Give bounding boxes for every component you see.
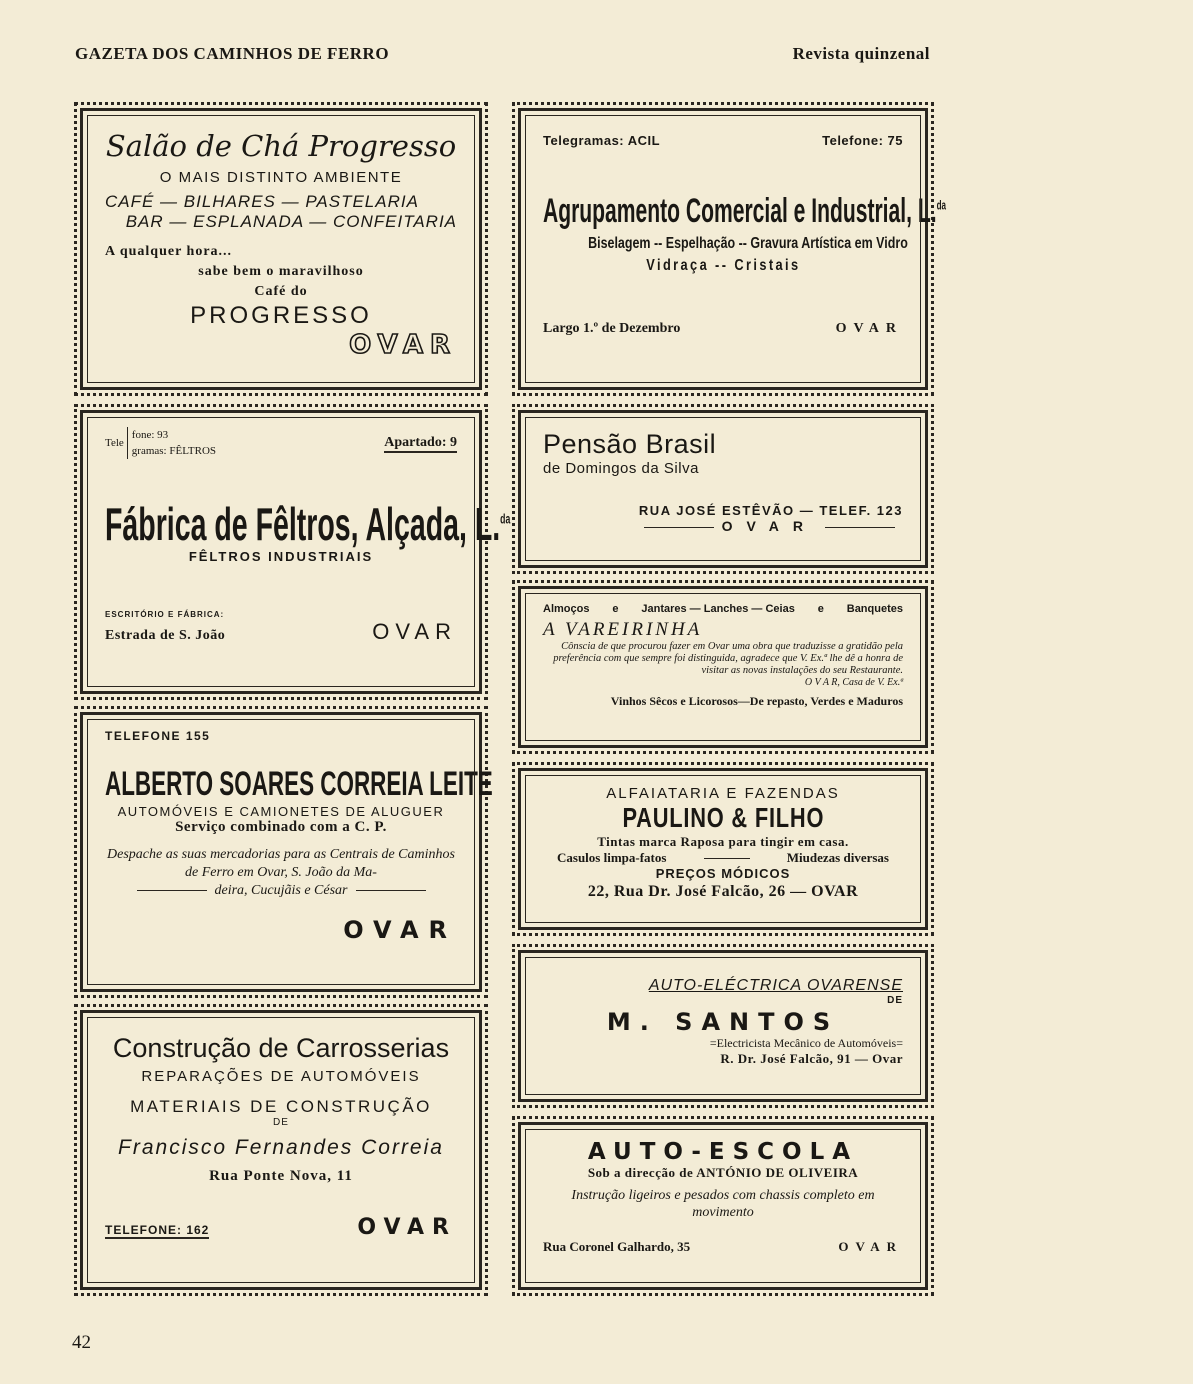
ad-city: OVAR — [838, 1239, 903, 1254]
ad-line: Serviço combinado com a C. P. — [175, 819, 387, 835]
telefone: Telefone: 75 — [822, 133, 903, 148]
ad-line: Sob a direcção de ANTÓNIO DE OLIVEIRA — [587, 1165, 859, 1180]
ad-line: Casulos limpa-fatos Miudezas diversas — [557, 850, 889, 865]
ad-city: OVAR — [343, 916, 457, 944]
tele-fone: fone: 93 — [131, 429, 169, 441]
office-label: ESCRITÓRIO E FÁBRICA: — [105, 610, 225, 619]
ad-title: ALBERTO SOARES CORREIA LEITE — [105, 765, 493, 803]
ad-vareirinha — [518, 586, 928, 748]
ad-line: REPARAÇÕES DE AUTOMÓVEIS — [141, 1068, 421, 1085]
phone: TELEFONE 155 — [105, 729, 211, 743]
ad-auto-escola — [518, 1122, 928, 1290]
phone: TELEFONE: 162 — [105, 1223, 210, 1237]
ad-title: Pensão Brasil — [543, 429, 717, 459]
ad-fabrica-feltros — [80, 410, 511, 694]
ad-line: PREÇOS MÓDICOS — [655, 866, 791, 881]
ad-city-wrap: OVAR — [543, 518, 903, 534]
ad-subtitle: de Domingos da Silva — [543, 460, 699, 477]
ad-line: Café do — [254, 284, 308, 299]
ad-line: Despache as suas mercadorias para as Centrais de Caminhos de Ferro em Ovar, S. João da Ma- — [107, 847, 455, 880]
page-number: 42 — [72, 1332, 91, 1353]
running-header-subtitle: Revista quinzenal — [792, 44, 930, 63]
ad-de: DE — [273, 1117, 289, 1128]
address: RUA JOSÉ ESTÊVÃO — TELEF. 123 — [638, 503, 903, 518]
ad-de: DE — [887, 995, 903, 1006]
ad-title: PAULINO & FILHO — [622, 802, 824, 833]
ad-line: =Electricista Mecânico de Automóveis= — [709, 1036, 903, 1050]
ad-line-wrap: deira, Cucujãis e César — [105, 882, 457, 900]
running-header-title: GAZETA DOS CAMINHOS DE FERRO — [75, 44, 390, 63]
ad-line: A qualquer hora... — [105, 244, 233, 259]
ad-agrupamento — [518, 108, 946, 390]
ad-line: BAR — ESPLANADA — CONFEITARIA — [125, 212, 457, 231]
tele-gramas: gramas: FÊLTROS — [131, 445, 217, 457]
ad-line: PROGRESSO — [190, 302, 372, 329]
address: Rua Coronel Galhardo, 35 — [543, 1239, 691, 1254]
ad-title: M. SANTOS — [606, 1008, 840, 1036]
address: 22, Rua Dr. José Falcão, 26 — OVAR — [587, 883, 859, 900]
ad-line: Vinhos Sêcos e Licorosos—De repasto, Verdes e Maduros — [610, 694, 903, 708]
ad-city: OVAR — [349, 330, 457, 360]
ad-line: Vidraça -- Cristais — [645, 257, 801, 274]
address: Estrada de S. João — [105, 628, 226, 643]
ad-title: AUTO-ESCOLA — [587, 1139, 859, 1165]
ad-title: A VAREIRINHA — [543, 619, 703, 640]
address: R. Dr. José Falcão, 91 — Ovar — [720, 1051, 903, 1066]
telegraph-block — [105, 427, 216, 459]
telegramas: Telegramas: ACIL — [543, 133, 661, 148]
ad-line: AUTOMÓVEIS E CAMIONETES DE ALUGUER — [117, 804, 445, 819]
ad-city: OVAR — [357, 1215, 457, 1240]
address: Rua Ponte Nova, 11 — [209, 1168, 353, 1184]
apartado: Apartado: 9 — [384, 435, 457, 453]
ad-carrosserias — [80, 1010, 482, 1290]
ad-title: Construção de Carrosserias — [112, 1033, 450, 1063]
ad-line: Tintas marca Raposa para tingir em casa. — [597, 834, 849, 849]
ad-line: Instrução ligeiros e pesados com chassis completo em movimento — [571, 1188, 875, 1220]
ad-pensao-brasil — [518, 410, 928, 568]
ad-city: OVAR — [835, 321, 903, 336]
ad-paulino-filho — [518, 768, 928, 930]
ad-city: OVAR — [372, 619, 457, 644]
ad-text: Cônscia de que procurou fazer em Ovar uma obra que traduzisse a gratidão pela preferência com que sempre foi distinguida, agradece que V. Ex.ª lhe dê a honra de visitar as novas instalações do seu Restaurante. — [553, 641, 903, 676]
ad-line: CAFÉ — BILHARES — PASTELARIA — [105, 192, 419, 211]
ad-top-line: Almoços e Jantares — Lanches — Ceias e Banquetes — [543, 603, 903, 615]
ad-line: Biselagem -- Espelhação -- Gravura Artística em Vidro — [588, 235, 908, 252]
ad-title: Fábrica de Fêltros, Alçada, L.$^{da}$ — [105, 498, 511, 550]
ad-line: AUTO-ELÉCTRICA OVARENSE — [648, 977, 903, 994]
ad-title: Salão de Chá Progresso — [105, 129, 457, 163]
ad-line: ALFAIATARIA E FAZENDAS — [606, 785, 840, 802]
ad-signature: O V A R, Casa de V. Ex.ª — [804, 677, 903, 688]
ad-line: O MAIS DISTINTO AMBIENTE — [159, 169, 403, 186]
ad-salao-progresso — [80, 108, 482, 390]
ad-title: Agrupamento Comercial e Industrial, L.$^{da}$ — [543, 192, 946, 230]
ad-line: sabe bem o maravilhoso — [198, 264, 364, 279]
address: Largo 1.º de Dezembro — [543, 321, 681, 336]
ad-alberto-soares — [80, 712, 493, 992]
ad-line: MATERIAIS DE CONSTRUÇÃO — [130, 1097, 432, 1116]
ad-subtitle: FÊLTROS INDUSTRIAIS — [188, 549, 374, 564]
owner: Francisco Fernandes Correia — [118, 1136, 444, 1159]
tele-label: Tele — [105, 437, 124, 449]
ad-auto-electrica — [518, 950, 928, 1102]
